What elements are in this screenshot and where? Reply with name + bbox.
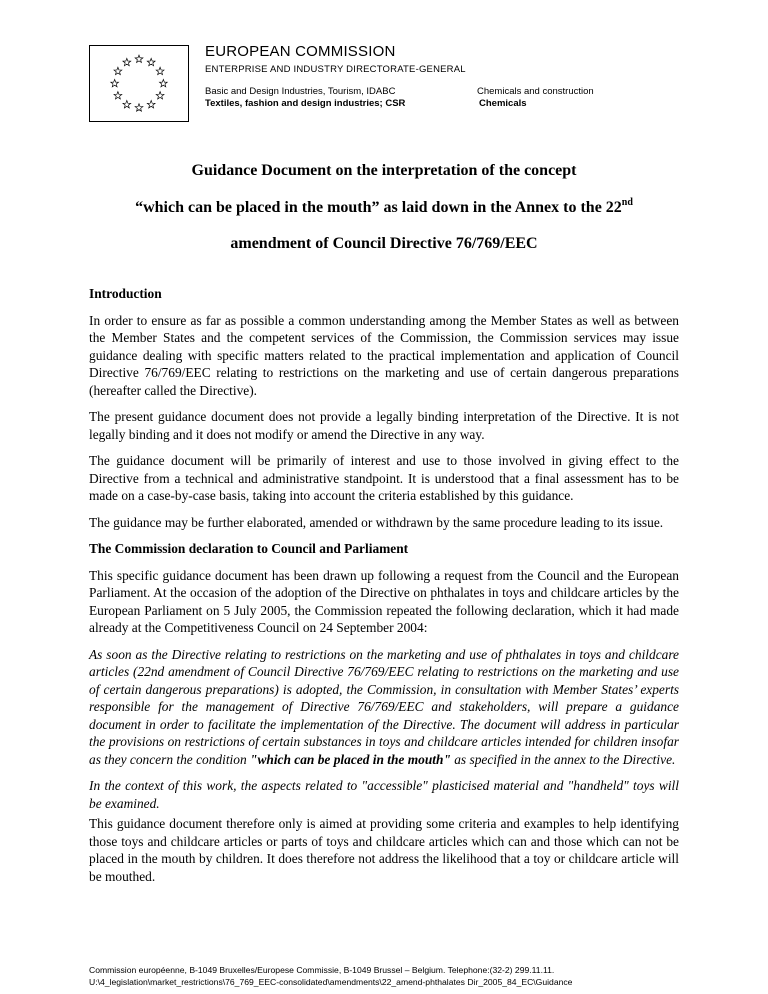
logo-star [156, 67, 164, 74]
title-line-3: amendment of Council Directive 76/769/EEC [230, 235, 538, 252]
footer-address: Commission européenne, B-1049 Bruxelles/Europese Commissie, B-1049 Brussel – Belgium. Telephone:(32-2) 299.11.11. [89, 965, 555, 975]
paragraph: The guidance may be further elaborated, amended or withdrawn by the same procedure leading to its issue. [89, 514, 664, 530]
footer-file-path: U:\4_legislation\market_restrictions\76_769_EEC-consolidated\amendments\22_amend-phthalates Dir_2005_84_EC\Guidance [89, 976, 573, 987]
eu-stars-logo-icon [89, 45, 189, 122]
paragraph: In order to ensure as far as possible a common understanding among the Member States as well as between the Member States and the competent services of the Commission, the Commission services may issue guidance dealing with specific matters related to the practical implementation and application of Council Directive 76/769/EEC relating to restrictions on the marketing and use of certain dangerous preparations (hereafter called the Directive). [89, 312, 679, 398]
unit-line-1: Basic and Design Industries, Tourism, IDABC [205, 86, 396, 97]
paragraph: The present guidance document does not provide a legally binding interpretation of the Directive. It is not legally binding and it does not modify or amend the Directive in any way. [89, 409, 679, 442]
org-name: EUROPEAN COMMISSION [205, 43, 396, 60]
page-footer [89, 965, 689, 994]
directorate-name: ENTERPRISE AND INDUSTRY DIRECTORATE-GENERAL [205, 64, 466, 75]
document-body [89, 285, 679, 894]
logo-star [111, 79, 119, 86]
logo-star [114, 67, 122, 74]
logo-star [114, 92, 122, 99]
logo-star [135, 55, 143, 62]
section-heading-declaration: The Commission declaration to Council and Parliament [89, 541, 409, 556]
logo-star [123, 100, 131, 107]
declaration-quote [89, 646, 679, 769]
logo-star [135, 104, 143, 111]
declaration-quote-2: In the context of this work, the aspects related to "accessible" plasticised material and "handheld" toys will be examined. [89, 778, 679, 811]
logo-star [147, 58, 155, 65]
paragraph: The guidance document will be primarily of interest and use to those involved in giving effect to the Directive from a technical and administrative standpoint. It is understood that a final assessment has to be made on a case-by-case basis, taking into account the criteria established by this guidance. [89, 453, 679, 503]
paragraph: This guidance document therefore only is aimed at providing some criteria and examples to help identifying those toys and childcare articles or parts of toys and childcare articles which can and those which can not be placed in the mouth by children. It does therefore not address the likelihood that a toy or childcare article will be mouthed. [89, 816, 679, 884]
title-line-2-text: “which can be placed in the mouth” as laid down in the Annex to the 22 [135, 199, 622, 216]
sector-line-2: Chemicals [479, 98, 527, 109]
logo-star [123, 58, 131, 65]
paragraph: This specific guidance document has been drawn up following a request from the Council and the European Parliament. At the occasion of the adoption of the Directive on phthalates in toys and childcare articles by the European Parliament on 5 July 2005, the Commission repeated the following declaration, which it had made already at the Competitiveness Council on 24 September 2004: [89, 567, 679, 635]
logo-star [159, 79, 167, 86]
quote-emphasis: "which can be placed in the mouth" [250, 751, 451, 767]
sector-line-1: Chemicals and construction [477, 86, 594, 97]
section-heading-introduction: Introduction [89, 286, 162, 301]
unit-line-2: Textiles, fashion and design industries; CSR [205, 98, 406, 109]
logo-star [147, 100, 155, 107]
logo-star [156, 92, 164, 99]
title-line-1: Guidance Document on the interpretation of the concept [191, 162, 577, 179]
title-superscript: nd [621, 197, 633, 208]
quote-text-before: As soon as the Directive relating to restrictions on the marketing and use of phthalates in toys and childcare articles (22nd amendment of Council Directive 76/769/EEC relating to restrictions on the marketing and use of certain dangerous preparations) is adopted, the Commission, in consultation with Member States’ experts responsible for the management of Directive 76/769/EEC and stakeholders, will prepare a guidance document in order to facilitate the implementation of the Directive. The document will address in particular the provisions on restrictions of certain substances in toys and childcare articles intended for children insofar as they concern the condition [89, 646, 679, 767]
quote-text-after: as specified in the annex to the Directive. [450, 751, 676, 767]
title-line-2 [90, 199, 678, 217]
